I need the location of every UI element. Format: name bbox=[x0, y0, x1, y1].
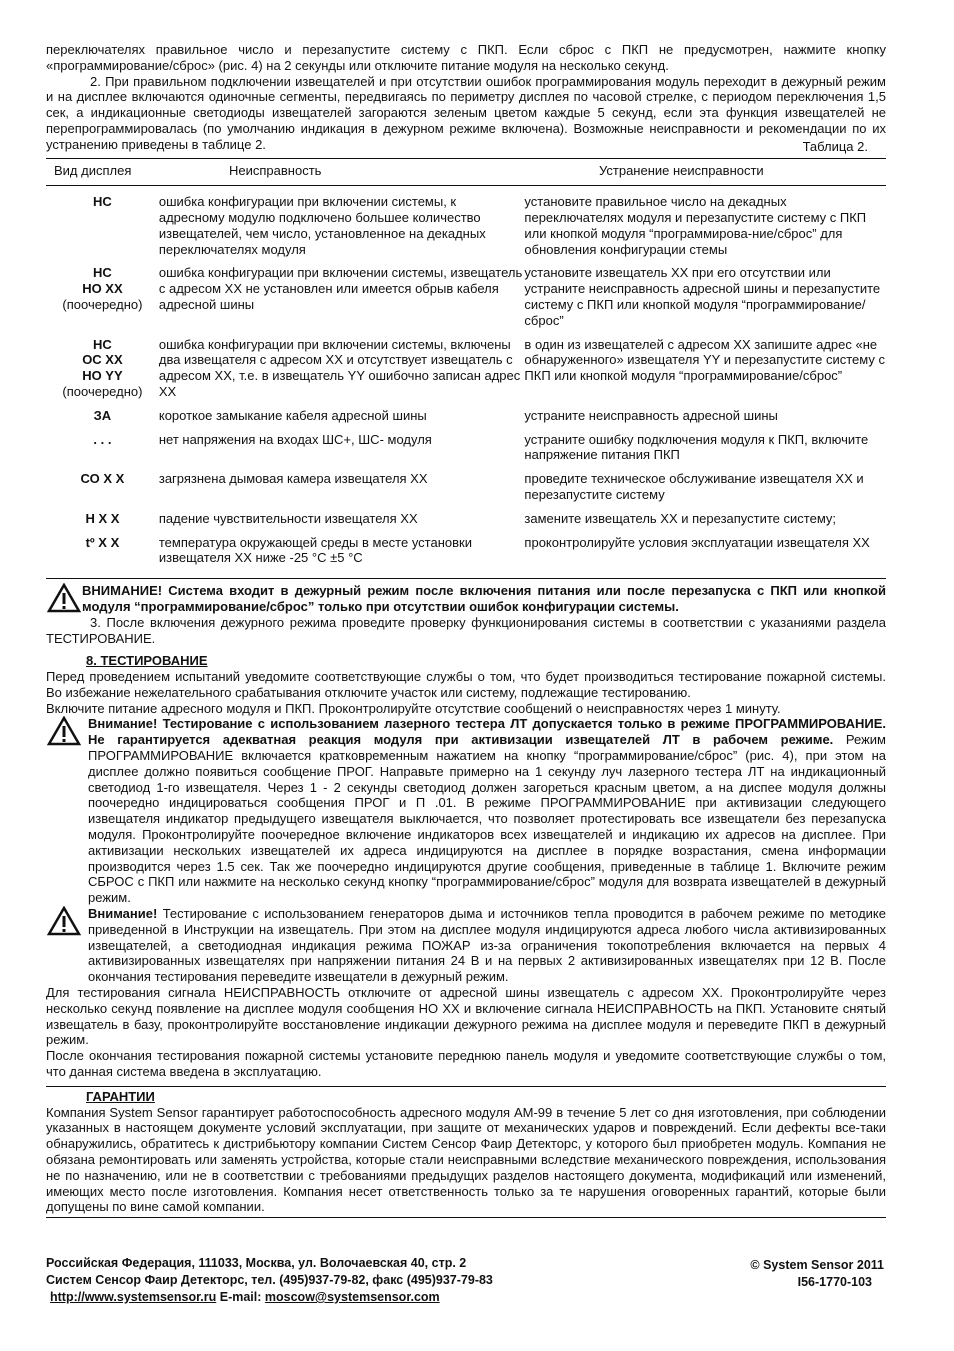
warning-3-text: Тестирование с использованием генераторов дыма и источников тепла проводится в рабочем режиме по методике приведенной в Инструкции на извещатель. При этом на дисплее модуля индицируются адреса любого числа активизированных извещателей, а светодиодная индикация режима ПОЖАР из-за ограничения токопотребления включается на первых 4 активизированных извещателях при напряжении питания 24 В и на первых 2 активизированных извещателях при 12 В. После окончания тестирования переведите извещатели в дежурный режим. bbox=[88, 906, 886, 985]
table-row bbox=[46, 265, 886, 328]
fault-remedy: устраните неисправность адресной шины bbox=[524, 407, 778, 423]
display-code bbox=[46, 408, 159, 424]
section-8-paragraph-4: После окончания тестирования пожарной системы установите переднюю панель модуля и уведомите соответствующие службы о том, что данная система введена в эксплуатацию. bbox=[46, 1048, 886, 1080]
display-code-text: Н Х Х bbox=[85, 510, 120, 526]
display-code-text: НС ОС ХХ НО YY bbox=[82, 336, 123, 384]
fault-remedy: устраните ошибку подключения модуля к ПКП, включите напряжение питания ПКП bbox=[524, 431, 869, 463]
table-row bbox=[46, 535, 886, 567]
display-code bbox=[46, 432, 159, 464]
paragraph-3: 3. После включения дежурного режима проведите проверку функционирования системы в соответствии с указаниями раздела ТЕСТИРОВАНИЕ. bbox=[46, 614, 886, 646]
fault-description: загрязнена дымовая камера извещателя ХХ bbox=[158, 471, 428, 487]
display-code-text: . . . bbox=[93, 431, 112, 447]
table-row bbox=[46, 471, 886, 503]
warning-triangle-icon bbox=[46, 716, 82, 746]
display-code bbox=[46, 337, 159, 400]
fault-remedy: проведите техническое обслуживание извещателя ХХ и перезапустите систему bbox=[524, 471, 864, 502]
warning-2 bbox=[46, 716, 886, 906]
footer-company: Систем Сенсор Фаир Детекторс, тел. (495)937-79-82, факс (495)937-79-83 bbox=[46, 1273, 493, 1287]
fault-remedy: в один из извещателей с адресом ХХ запишите адрес «не обнаруженного» извещателя YY и перезапустите систему с ПКП или кнопкой модуля “программирование/сброс” bbox=[524, 336, 885, 384]
fault-table bbox=[46, 194, 886, 566]
table-header-rule bbox=[46, 185, 886, 186]
table-row bbox=[46, 337, 886, 400]
warning-2-text: Режим ПРОГРАММИРОВАНИЕ включается кратковременным нажатием на кнопку “программирование/сброс” (рис. 4), при этом на дисплее должно появиться сообщение ПРОГ. Направьте примерно на 1 секунду луч лазерного тестера ЛТ на индикационный светодиод 1-го извещателя. Через 1 - 2 секунды светодиод должен загореться красным цветом, а на диспее модуля должны поочередно индицироваться сообщения ПРОГ и П .01. В режиме ПРОГРАММИРОВАНИЕ при активизации следующего извещателя индикатор предыдущего извещателя выключается, что позволяет протестировать все извещатели без перезапуска модуля. Проконтролируйте поочередное включение индикаторов всех извещателей и индикацию их адресов на дисплее. При активизации нескольких извещателей их адреса индицируются на дисплее в порядке возрастания, смена информации производится через 1.5 сек. Так же поочередно индицируются другие сообщения, приведенные в таблице 1. Включите режим СБРОС с ПКП или нажмите на несколько секунд кнопку “программирование/сброс” модуля для возврата извещателей в дежурный режим. bbox=[88, 732, 886, 906]
warning-2-bold: Внимание! Тестирование с использованием лазерного тестера ЛТ допускается только в режиме ПРОГРАММИРОВАНИЕ. Не гарантируется адекватная реакция модуля при активизации извещателей ЛТ в рабочем режиме. bbox=[88, 716, 886, 748]
intro-paragraph-2: 2. При правильном подключении извещателей и при отсутствии ошибок программирования модуль переходит в дежурный режим и на дисплее включаются одиночные сегменты, передвигаясь по периметру дисплея по часовой стрелке, с периодом переключения 1,5 сек, а индикационные светодиоды извещателей загораются зеленым цветом каждые 5 секунд, если эта функция извещателей не перепрограммировалась (по умолчанию индикация в дежурном режиме включена). Возможные неисправности и рекомендации по их устранению приведены в таблице 2. bbox=[46, 73, 886, 152]
section-8-paragraph-2: Включите питание адресного модуля и ПКП. Проконтролируйте отсутствие сообщений о неисправностях через 1 минуту. bbox=[46, 700, 781, 716]
fault-description: ошибка конфигурации при включении системы, включены два извещателя с адресом ХХ и отсутствует извещатель с адресом ХХ, т.е. в извещатель YY ошибочно записан адрес ХХ bbox=[158, 336, 521, 399]
warning-3 bbox=[46, 906, 886, 985]
footer-right bbox=[750, 1257, 884, 1291]
display-code-text: НС НО ХХ bbox=[82, 265, 123, 297]
display-code bbox=[46, 471, 159, 503]
table-bottom-rule bbox=[46, 578, 886, 579]
table-row bbox=[46, 432, 886, 464]
table-header-fix: Устранение неисправности bbox=[599, 163, 764, 179]
footer-website-link[interactable]: http://www.systemsensor.ru bbox=[50, 1290, 217, 1304]
table-header-fault: Неисправность bbox=[229, 163, 322, 179]
table-row bbox=[46, 511, 886, 527]
display-code-text: СО Х Х bbox=[80, 471, 125, 487]
table-header bbox=[46, 159, 886, 185]
display-code-text: ЗА bbox=[93, 407, 112, 423]
guarantee-rule bbox=[46, 1086, 886, 1087]
guarantee-title: ГАРАНТИИ bbox=[86, 1088, 155, 1104]
footer-copyright: © System Sensor 2011 bbox=[750, 1258, 884, 1272]
footer-doc-number: I56-1770-103 bbox=[797, 1275, 872, 1289]
fault-description: падение чувствительности извещателя ХХ bbox=[158, 510, 418, 526]
warning-triangle-icon bbox=[46, 906, 82, 936]
fault-remedy: замените извещатель ХХ и перезапустите систему; bbox=[524, 510, 837, 526]
guarantee-bottom-rule bbox=[46, 1217, 886, 1218]
display-code-text: tº Х Х bbox=[85, 534, 120, 550]
fault-remedy: установите извещатель ХХ при его отсутствии или устраните неисправность адресной шины и перезапустите систему с ПКП или кнопкой модуля “программирование/сброс” bbox=[524, 265, 881, 328]
warning-1 bbox=[46, 583, 886, 615]
fault-description: температура окружающей среды в месте установки извещателя ХХ ниже -25 °С ±5 °С bbox=[158, 534, 472, 566]
warning-1-text: ВНИМАНИЕ! Система входит в дежурный режим после включения питания или после перезапуска с ПКП или кнопкой модуля “программирование/сброс” только при отсутствии ошибок конфигурации системы. bbox=[82, 583, 886, 614]
document-page bbox=[46, 42, 886, 1218]
fault-description: нет напряжения на входах ШС+, ШС- модуля bbox=[158, 431, 432, 447]
display-code bbox=[46, 511, 159, 527]
fault-description: короткое замыкание кабеля адресной шины bbox=[158, 407, 427, 423]
guarantee-text: Компания System Sensor гарантирует работоспособность адресного модуля АМ-99 в течение 5 лет со дня изготовления, при соблюдении указанных в настоящем документе условий эксплуатации, при защите от механических ударов и повреждений. Если дефекты все-таки обнаружились, обратитесь к дистрибьютору компании Систем Сенсор Фаир Детекторс, у которого был приобретен модуль. Компания не обязана ремонтировать или заменять устройства, которые стали неисправными вследствие механического повреждения, использования не по назначению, или не в соответствии с требованиями предыдущих разделов настоящего документа, модификаций или изменений, имеющих место после изготовления. Компания несет ответственность только за те нарушения оговоренных гарантий, которые были допущены по вине самой компании. bbox=[46, 1104, 886, 1215]
warning-3-bold: Внимание! bbox=[88, 906, 158, 922]
display-code bbox=[46, 194, 159, 257]
table-caption: Таблица 2. bbox=[802, 138, 868, 154]
fault-remedy: установите правильное число на декадных переключателях модуля и перезапустите систему с ПКП или кнопкой модуля “программирова-ние/сброс” для обновления конфигурации стемы bbox=[524, 194, 867, 257]
table-header-display: Вид дисплея bbox=[54, 163, 132, 179]
fault-remedy: проконтролируйте условия эксплуатации извещателя ХХ bbox=[524, 534, 870, 550]
fault-description: ошибка конфигурации при включении системы, извещатель с адресом ХХ не установлен или имеется обрыв кабеля адресной шины bbox=[158, 265, 523, 312]
footer bbox=[46, 1255, 886, 1306]
section-8-title: 8. ТЕСТИРОВАНИЕ bbox=[86, 653, 208, 669]
footer-email-label: E-mail: bbox=[219, 1290, 262, 1304]
display-code bbox=[46, 535, 159, 567]
table-row bbox=[46, 194, 886, 257]
footer-address: Российская Федерация, 111033, Москва, ул. Волочаевская 40, стр. 2 bbox=[46, 1256, 467, 1270]
section-8-paragraph-3: Для тестирования сигнала НЕИСПРАВНОСТЬ отключите от адресной шины извещатель с адресом ХХ. Проконтролируйте через несколько секунд появление на дисплее модуля сообщения НО ХХ и включение сигнала НЕИСПРАВНОСТЬ на ПКП. Установите снятый извещатель в базу, проконтролируйте восстановление индикации дежурного режима на дисплее модуля и переведите ПКП в дежурный режим. bbox=[46, 985, 886, 1048]
fault-description: ошибка конфигурации при включении системы, к адресному модулю подключено большее количество извещателей, чем число, установленное на декадных переключателях модуля bbox=[158, 194, 486, 257]
table-row bbox=[46, 408, 886, 424]
display-code bbox=[46, 265, 159, 328]
footer-email-link[interactable]: moscow@systemsensor.com bbox=[264, 1290, 440, 1304]
warning-triangle-icon bbox=[46, 583, 82, 613]
display-alternating-note: (поочередно) bbox=[62, 383, 143, 399]
section-8-paragraph-1: Перед проведением испытаний уведомите соответствующие службы о том, что будет производиться тестирование пожарной системы. Во избежание нежелательного срабатывания отключите участок или систему, подлежащие тестированию. bbox=[46, 669, 886, 700]
intro-paragraph-1: переключателях правильное число и перезапустите систему с ПКП. Если сброс с ПКП не предусмотрен, нажмите кнопку «программирование/сброс» (рис. 4) на 2 секунды или отключите питание модуля на несколько секунд. bbox=[46, 42, 886, 73]
display-code-text: НС bbox=[93, 194, 112, 210]
display-alternating-note: (поочередно) bbox=[62, 296, 143, 312]
